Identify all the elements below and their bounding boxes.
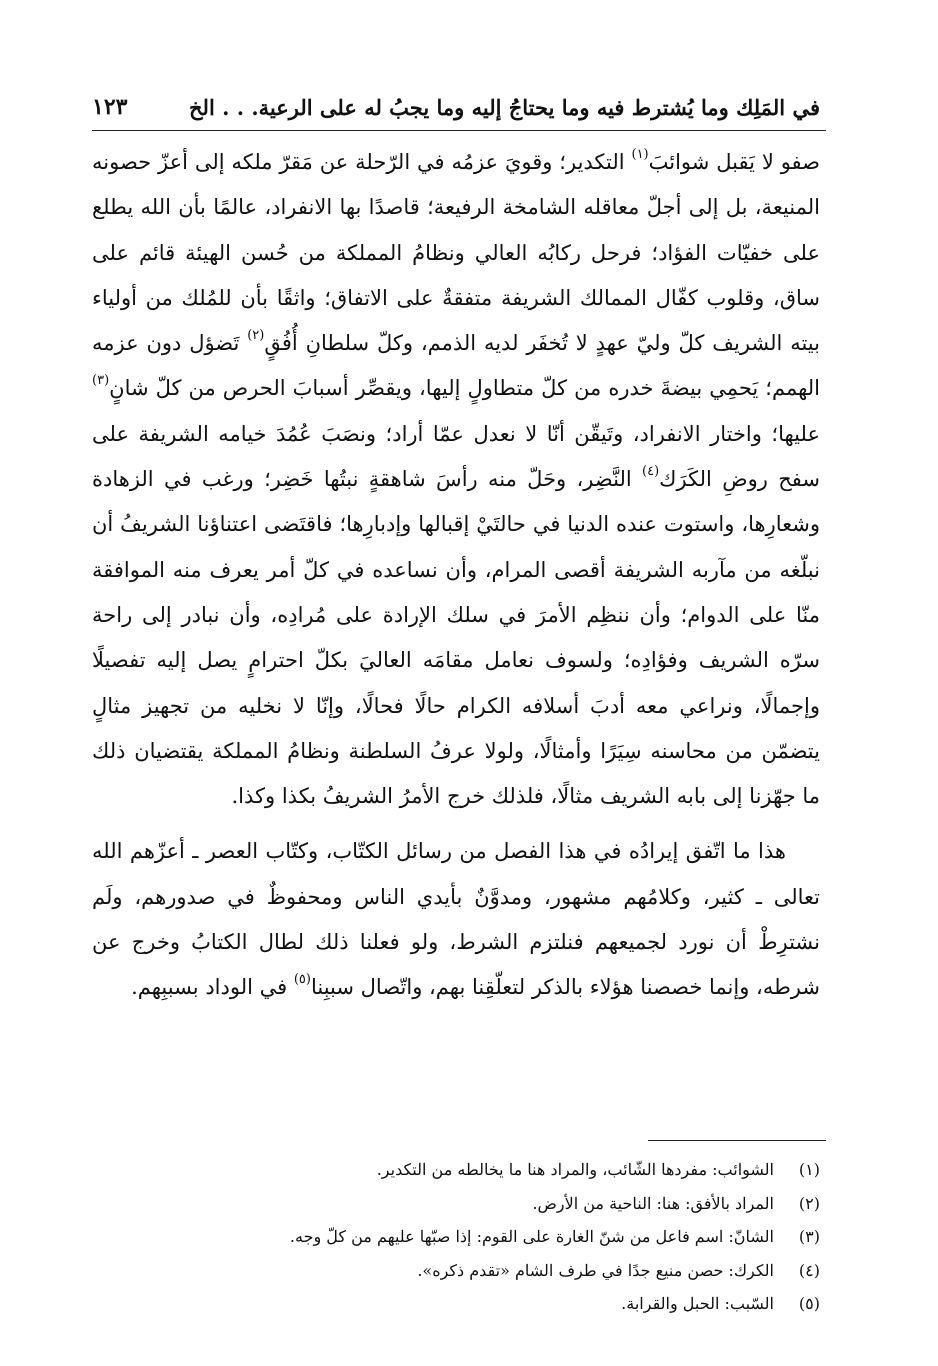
- text-run: عليها؛ واختار الانفراد، وتَيقّن أنّا لا نعدل عمّا أراد؛ ونصَبَ عُمُدَ خيامه الشريفة على سفح روضِ الكَرَك: [92, 421, 820, 492]
- text-run: صفو لا يَقبل شوائبَ: [648, 150, 820, 174]
- footnote-ref: (٢): [247, 328, 265, 344]
- header-rule: [92, 130, 826, 131]
- paragraph-2: [92, 829, 820, 1010]
- text-run: هذا ما اتّفق إيرادُه في هذا الفصل من رسائل الكتّاب، وكتّاب العصر ـ أعزّهم الله تعالى ـ كثير، وكلامُهم مشهور، ومدوَّنٌ بأيدي الناس ومحفوظٌ في صدورهم، ولَم نشترِطْ أن نورد لجميعهم فنلتزم الشرط، ولو فعلنا ذلك لطال الكتابُ وخرج عن شرطه، وإنما خصصنا هؤلاء بالذكر لتعلّقِنا بهم، واتّصال سببِنا: [92, 839, 820, 1000]
- footnote-text: السّبب: الحبل والقرابة.: [621, 1294, 774, 1313]
- footnote-item: [92, 1254, 820, 1288]
- text-run: النَّضِر، وحَلّ منه رأسَ شاهقةٍ نبتُها خَضِر؛ ورغب في الزهادة وشعارِها، واستوت عنده الدنيا في حالتَيْ إقبالها وإدبارِها؛ فاقتَضى اعتناؤنا الشريفُ أن نبلّغه من مآربه الشريفة أقصى المرام، وأن نساعده في كلّ أمر يعرف منه الموافقة منّا على الدوام؛ وأن ننظِم الأمرَ في سلك الإرادة على مُرادِه، وأن نبادر إلى راحة سرّه الشريف وفؤادِه؛ ولسوف نعامل مقامَه العاليَ بكلّ احترامٍ يصل إليه تفصيلًا وإجمالًا، ونراعي معه أدبَ أسلافه الكرام حالًا فحالًا، وإنّا لا نخليه من تجهيز مثالٍ يتضمّن من محاسنه سِيَرًا وأمثالًا، ولولا عرفُ السلطنة ونظامُ المملكة يقتضيان ذلك ما جهّزنا إلى بابه الشريف مثالًا، فلذلك خرج الأمرُ الشريفُ بكذا وكذا.: [92, 467, 820, 809]
- text-run: في الوداد بسببِهم.: [131, 975, 294, 1000]
- footnote-item: [92, 1187, 820, 1221]
- footnote-ref: (١): [631, 147, 649, 162]
- footnote-ref: (٤): [642, 464, 660, 480]
- footnote-text: الكرك: حصن منيع جدًا في طرف الشام «تقدم ذكره».: [417, 1260, 774, 1280]
- footnote-number: (٤): [798, 1260, 820, 1280]
- footnotes: [92, 1153, 820, 1321]
- footnote-item: [92, 1287, 820, 1321]
- text-run: تَضؤل دون عزمه الهمم؛ يَحمِي بيضةَ خدره من كلّ متطاولٍ إليها، ويقصِّر أسبابَ الحرص من كلّ شانٍ: [92, 331, 820, 401]
- paragraph-1: [92, 140, 820, 819]
- footnote-number: (١): [798, 1160, 820, 1179]
- footnote-ref: (٥): [293, 972, 311, 988]
- main-text: [92, 140, 820, 1011]
- page-header: [92, 84, 820, 130]
- footnote-text: الشانّ: اسم فاعل من شنّ الغارة على القوم: إذا صبّها عليهم من كلّ وجه.: [289, 1227, 774, 1246]
- footnote-number: (٢): [798, 1193, 820, 1213]
- page-number: ١٢٣: [92, 94, 128, 120]
- footnote-number: (٥): [798, 1294, 820, 1313]
- footnote-number: (٣): [798, 1227, 820, 1246]
- text-run: التكدير؛ وقويَ عزمُه في الرّحلة عن مَقرّ ملكه إلى أعزّ حصونه المنيعة، بل إلى أجلّ معاقله الشامخة الرفيعة؛ قاصدًا بها الانفراد، عالمًا بأن الله يطلع على خفيّات الفؤاد؛ فرحل ركابُه العالي ونظامُ المملكة من حُسن الهيئة قائم على ساق، وقلوب كفّال الممالك الشريفة متفقةٌ على الاتفاق؛ واثقًا بأن للمُلك من أولياء بيته الشريف كلّ وليّ عهدٍ لا تُخفَر لديه الذمم، وكلّ سلطانِ أُفُقٍ: [92, 150, 820, 356]
- footnote-item: [92, 1153, 820, 1187]
- footnote-text: المراد بالأفق: هنا: الناحية من الأرض.: [532, 1193, 774, 1213]
- running-title: في المَلِك وما يُشترط فيه وما يحتاجُ إليه وما يجبُ له على الرعية. . . الخ: [188, 94, 820, 120]
- footnote-ref: (٣): [92, 373, 110, 389]
- footnote-item: [92, 1220, 820, 1254]
- footnote-text: الشوائب: مفردها الشّائب، والمراد هنا ما يخالطه من التكدير.: [376, 1160, 774, 1179]
- footnote-rule: [648, 1140, 826, 1141]
